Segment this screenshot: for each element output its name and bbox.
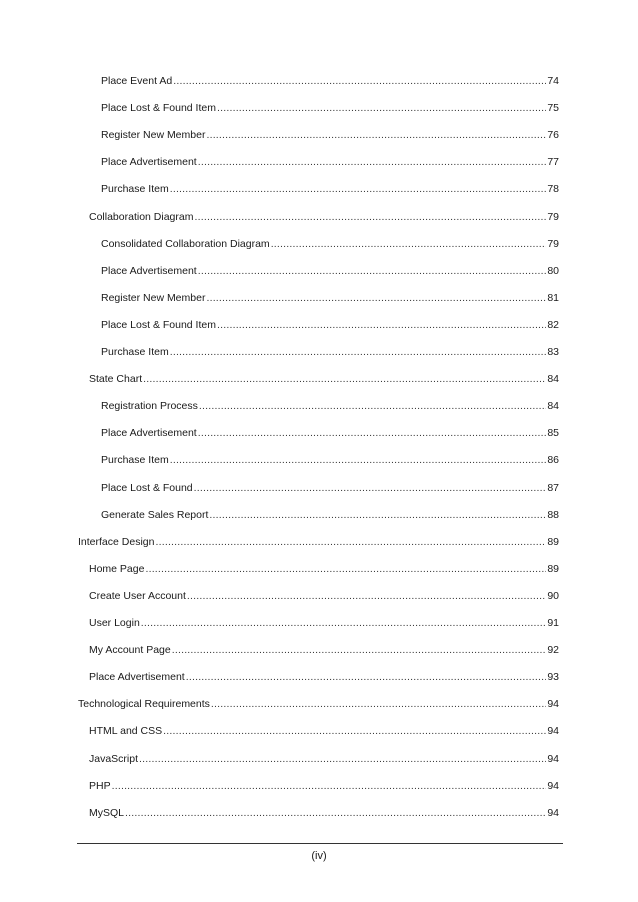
toc-leader-dots (211, 697, 546, 711)
toc-entry-page: 83 (547, 346, 559, 358)
toc-leader-dots (145, 562, 546, 576)
toc-entry-title: Collaboration Diagram (89, 210, 194, 223)
toc-entry[interactable] (89, 372, 559, 386)
toc-entry-title: Place Advertisement (89, 671, 185, 684)
toc-entry[interactable] (101, 291, 559, 305)
toc-entry-title: Register New Member (101, 129, 206, 142)
toc-leader-dots (194, 481, 547, 495)
toc-leader-dots (112, 779, 547, 793)
toc-entry[interactable] (78, 697, 559, 711)
toc-entry-title: PHP (89, 779, 111, 792)
toc-leader-dots (141, 616, 547, 630)
toc-entry-title: Registration Process (101, 400, 198, 413)
toc-entry-title: Place Lost & Found Item (101, 318, 216, 331)
toc-entry-page: 84 (547, 400, 559, 413)
toc-entry[interactable] (101, 453, 559, 467)
toc-leader-dots (199, 399, 546, 413)
toc-entry-page: 79 (547, 237, 559, 250)
toc-entry-title: Home Page (89, 562, 145, 575)
toc-entry-page: 94 (547, 779, 559, 792)
toc-entry-page: 80 (547, 264, 559, 277)
toc-entry-page: 92 (547, 644, 559, 657)
toc-entry-title: JavaScript (89, 752, 139, 765)
toc-entry[interactable] (101, 481, 559, 495)
toc-leader-dots (217, 101, 546, 115)
toc-entry-title: Purchase Item (101, 454, 169, 467)
toc-entry[interactable] (89, 752, 559, 766)
toc-entry-page: 76 (547, 129, 559, 142)
toc-entry[interactable] (101, 345, 559, 359)
toc-entry-title: Place Advertisement (101, 264, 197, 277)
toc-leader-dots (271, 237, 547, 251)
toc-entry-title: Place Lost & Found (101, 481, 193, 494)
toc-entry[interactable] (101, 237, 559, 251)
toc-entry-page: 88 (547, 508, 559, 521)
toc-leader-dots (170, 453, 547, 467)
toc-entry-title: Purchase Item (101, 183, 169, 196)
toc-entry[interactable] (101, 264, 559, 278)
toc-entry[interactable] (101, 128, 559, 142)
toc-entry[interactable] (101, 399, 559, 413)
toc-entry-page: 94 (547, 698, 559, 711)
toc-entry[interactable] (89, 806, 559, 820)
toc-entry-title: Register New Member (101, 291, 206, 304)
toc-leader-dots (170, 182, 547, 196)
toc-leader-dots (155, 535, 546, 549)
toc-entry-page: 86 (547, 454, 559, 467)
toc-entry-page: 94 (547, 725, 559, 738)
toc-leader-dots (173, 74, 546, 88)
toc-entry[interactable] (101, 508, 559, 522)
toc-entry-page: 79 (547, 210, 559, 223)
toc-leader-dots (139, 752, 546, 766)
toc-entry[interactable] (101, 426, 559, 440)
toc-entry[interactable] (101, 318, 559, 332)
toc-entry[interactable] (89, 562, 559, 576)
toc-entry-title: Consolidated Collaboration Diagram (101, 237, 270, 250)
toc-leader-dots (172, 643, 547, 657)
toc-entry[interactable] (78, 535, 559, 549)
footer-divider (77, 843, 563, 844)
toc-entry-page: 82 (547, 318, 559, 331)
toc-entry[interactable] (89, 779, 559, 793)
toc-entry-page: 75 (547, 102, 559, 115)
toc-entry[interactable] (101, 74, 559, 88)
toc-entry-page: 84 (547, 373, 559, 386)
toc-entry-page: 85 (547, 427, 559, 440)
toc-entry[interactable] (89, 724, 559, 738)
toc-entry-title: HTML and CSS (89, 725, 163, 738)
toc-leader-dots (206, 291, 546, 305)
toc-leader-dots (187, 589, 546, 603)
toc-leader-dots (170, 345, 547, 359)
toc-entry[interactable] (89, 589, 559, 603)
toc-entry-title: Create User Account (89, 589, 186, 602)
toc-leader-dots (143, 372, 546, 386)
toc-entry[interactable] (101, 155, 559, 169)
toc-entry-page: 81 (547, 291, 559, 304)
toc-leader-dots (198, 155, 547, 169)
toc-entry-title: State Chart (89, 373, 143, 386)
toc-entry-page: 91 (547, 617, 559, 629)
toc-leader-dots (194, 210, 546, 224)
toc-entry-page: 94 (547, 752, 559, 765)
toc-entry-title: Place Event Ad (101, 75, 173, 87)
page-number: (iv) (311, 850, 327, 862)
toc-entry-page: 89 (547, 535, 559, 548)
toc-entry-page: 87 (547, 481, 559, 494)
toc-entry-title: Place Lost & Found Item (101, 102, 216, 115)
toc-leader-dots (198, 264, 547, 278)
toc-entry[interactable] (89, 616, 559, 630)
toc-leader-dots (217, 318, 546, 332)
toc-entry[interactable] (89, 643, 559, 657)
toc-entry-title: Place Advertisement (101, 156, 197, 169)
toc-entry[interactable] (101, 182, 559, 196)
toc-entry-title: Technological Requirements (78, 698, 210, 711)
toc-leader-dots (125, 806, 546, 820)
toc-entry-title: Interface Design (78, 535, 155, 548)
toc-entry[interactable] (101, 101, 559, 115)
toc-entry-page: 89 (547, 562, 559, 575)
toc-entry-title: My Account Page (89, 644, 171, 657)
toc-entry-page: 94 (547, 806, 559, 819)
toc-entry-page: 78 (547, 183, 559, 196)
toc-entry-title: User Login (89, 617, 140, 629)
toc-entry-page: 74 (547, 75, 559, 87)
toc-entry-page: 77 (547, 156, 559, 169)
toc-leader-dots (186, 670, 547, 684)
toc-entry-title: Generate Sales Report (101, 508, 209, 521)
toc-leader-dots (198, 426, 547, 440)
toc-entry[interactable] (89, 210, 559, 224)
toc-leader-dots (209, 508, 546, 522)
toc-entry-page: 93 (547, 671, 559, 684)
toc-entry[interactable] (89, 670, 559, 684)
toc-leader-dots (163, 724, 546, 738)
toc-entry-title: Place Advertisement (101, 427, 197, 440)
toc-leader-dots (206, 128, 546, 142)
toc-entry-page: 90 (547, 589, 559, 602)
toc-entry-title: Purchase Item (101, 346, 169, 358)
toc-entry-title: MySQL (89, 806, 125, 819)
